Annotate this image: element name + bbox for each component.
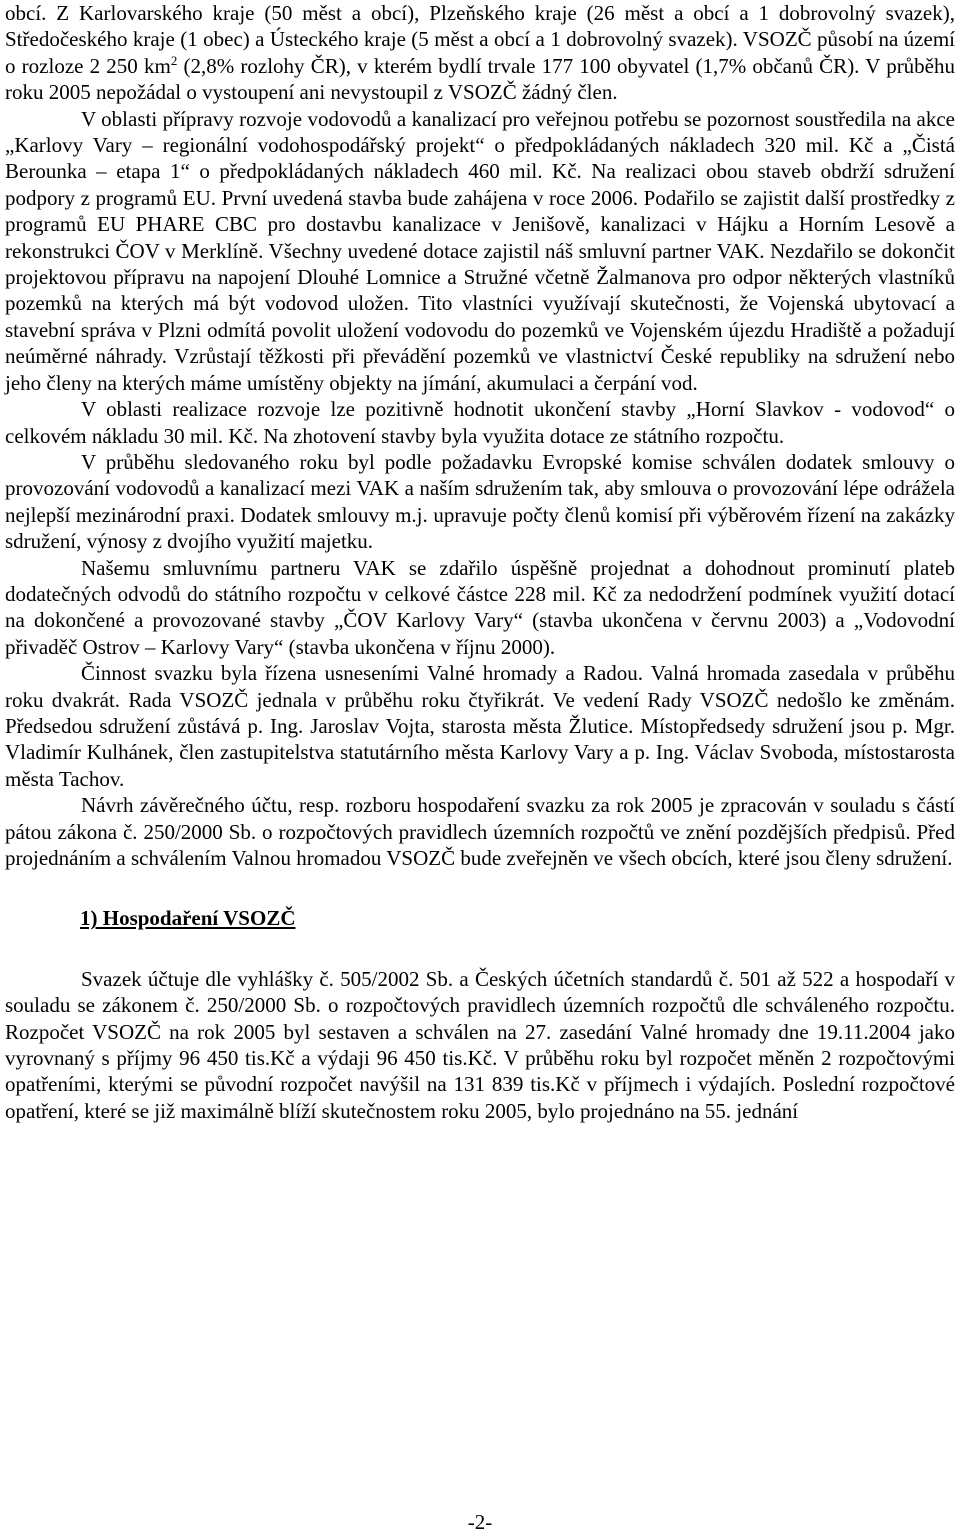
section-heading: 1) Hospodaření VSOZČ bbox=[80, 906, 296, 931]
paragraph-governance: Činnost svazku byla řízena usneseními Valné hromady a Radou. Valná hromada zasedala v průběhu roku dvakrát. Rada VSOZČ jednala v průběhu roku čtyřikrát. Ve vedení Rady VSOZČ nedošlo ke změnám. Předsedou sdružení zůstává p. Ing. Jaroslav Vojta, starosta města Žlutice. Místopředsedy sdružení jsou p. Mgr. Vladimír Kulhánek, člen zastupitelstva statutárního města Karlovy Vary a p. Ing. Václav Svoboda, místostarosta města Tachov. bbox=[5, 661, 955, 791]
paragraph-accounting: Svazek účtuje dle vyhlášky č. 505/2002 Sb. a Českých účetních standardů č. 501 až 522 a hospodaří v souladu se zákonem č. 250/2000 Sb. o rozpočtových pravidlech územních rozpočtů dle schváleného rozpočtu. Rozpočet VSOZČ na rok 2005 byl sestaven a schválen na 27. zasedání Valné hromady dne 19.11.2004 jako vyrovnaný s příjmy 96 450 tis.Kč a výdaji 96 450 tis.Kč. V průběhu roku byl rozpočet měněn 2 rozpočtovými opatřeními, kterými se původní rozpočet navýšil na 131 839 tis.Kč v příjmech i výdajích. Poslední rozpočtové opatření, které se již maximálně blíží skutečnostem roku 2005, bylo projednáno na 55. jednání bbox=[5, 966, 955, 1123]
document-page bbox=[5, 0, 955, 1537]
paragraph-contract-amendment: V průběhu sledovaného roku byl podle požadavku Evropské komise schválen dodatek smlouvy o provozování vodovodů a kanalizací mezi VAK a naším sdružením tak, aby smlouva o provozování lépe odrážela nejlepší mezinárodní praxi. Dodatek smlouvy m.j. upravuje počty členů komisí při výběrovém řízení na zakázky sdružení, výnosy z dvojího využití majetku. bbox=[5, 449, 955, 554]
page-number: -2- bbox=[467, 1510, 493, 1534]
paragraph-membership-text-end: (2,8% rozlohy ČR), v kterém bydlí trvale 177 100 obyvatel (1,7% občanů ČR). V průběhu roku 2005 nepožádal o vystoupení ani nevystoupil z VSOZČ žádný člen. bbox=[5, 53, 956, 105]
superscript-exponent: 2 bbox=[170, 52, 178, 68]
paragraph-vak-partner: Našemu smluvnímu partneru VAK se zdařilo úspěšně projednat a dohodnout prominutí plateb dodatečných odvodů do státního rozpočtu v celkové částce 228 mil. Kč za nedodržení podmínek využití dotací na dokončené a provozované stavby „ČOV Karlovy Vary“ (stavba ukončena v červnu 2003) a „Vodovodní přivaděč Ostrov – Karlovy Vary“ (stavba ukončena v říjnu 2000). bbox=[5, 555, 955, 659]
paragraph-membership bbox=[5, 0, 955, 106]
paragraph-water-development-preparation: V oblasti přípravy rozvoje vodovodů a kanalizací pro veřejnou potřebu se pozornost soustředila na akce „Karlovy Vary – regionální vodohospodářský projekt“ o předpokládaných nákladech 320 mil. Kč a „Čistá Berounka – etapa 1“ o předpokládaných nákladech 460 mil. Kč. Na realizaci obou staveb obdrží sdružení podpory z programů EU. První uvedená stavba bude zahájena v roce 2006. Podařilo se zajistit další prostředky z programů EU PHARE CBC pro dostavbu kanalizace v Jenišově, kanalizaci v Hájku a Horním Lesově a rekonstrukci ČOV v Merklíně. Všechny uvedené dotace zajistil náš smluvní partner VAK. Nezdařilo se dokončit projektovou přípravu na napojení Dlouhé Lomnice a Stružné včetně Žalmanova pro odpor některých vlastníků pozemků na kterých má být vodovod uložen. Tito vlastníci využívají skutečnosti, že Vojenská ubytovací a stavební správa v Plzni odmítá povolit uložení vodovodu do pozemků ve Vojenském újezdu Hradiště a požadují neúměrné náhrady. Vzrůstají těžkosti při převádění pozemků ve vlastnictví České republiky na sdružení nebo jeho členy na kterých máme umístěny objekty na jímání, akumulaci a čerpání vod. bbox=[5, 106, 955, 395]
paragraph-membership-text-start: obcí. Z Karlovarského kraje (50 měst a obcí), Plzeňského kraje (26 měst a obcí a 1 dobrovolný svazek), Středočeského kraje (1 obec) a Ústeckého kraje (5 měst a obcí a 1 dobrovolný svazek). VSOZČ působí na území o rozloze 2 250 km bbox=[5, 1, 955, 78]
spacer bbox=[5, 932, 955, 966]
paragraph-water-development-realization: V oblasti realizace rozvoje lze pozitivně hodnotit ukončení stavby „Horní Slavkov - vodovod“ o celkovém nákladu 30 mil. Kč. Na zhotovení stavby byla využita dotace ze státního rozpočtu. bbox=[5, 397, 955, 448]
spacer bbox=[5, 871, 955, 905]
paragraph-final-account: Návrh závěrečného účtu, resp. rozboru hospodaření svazku za rok 2005 je zpracován v souladu s částí pátou zákona č. 250/2000 Sb. o rozpočtových pravidlech územních rozpočtů ve znění pozdějších předpisů. Před projednáním a schválením Valnou hromadou VSOZČ bude zveřejněn ve všech obcích, které jsou členy sdružení. bbox=[5, 793, 955, 870]
